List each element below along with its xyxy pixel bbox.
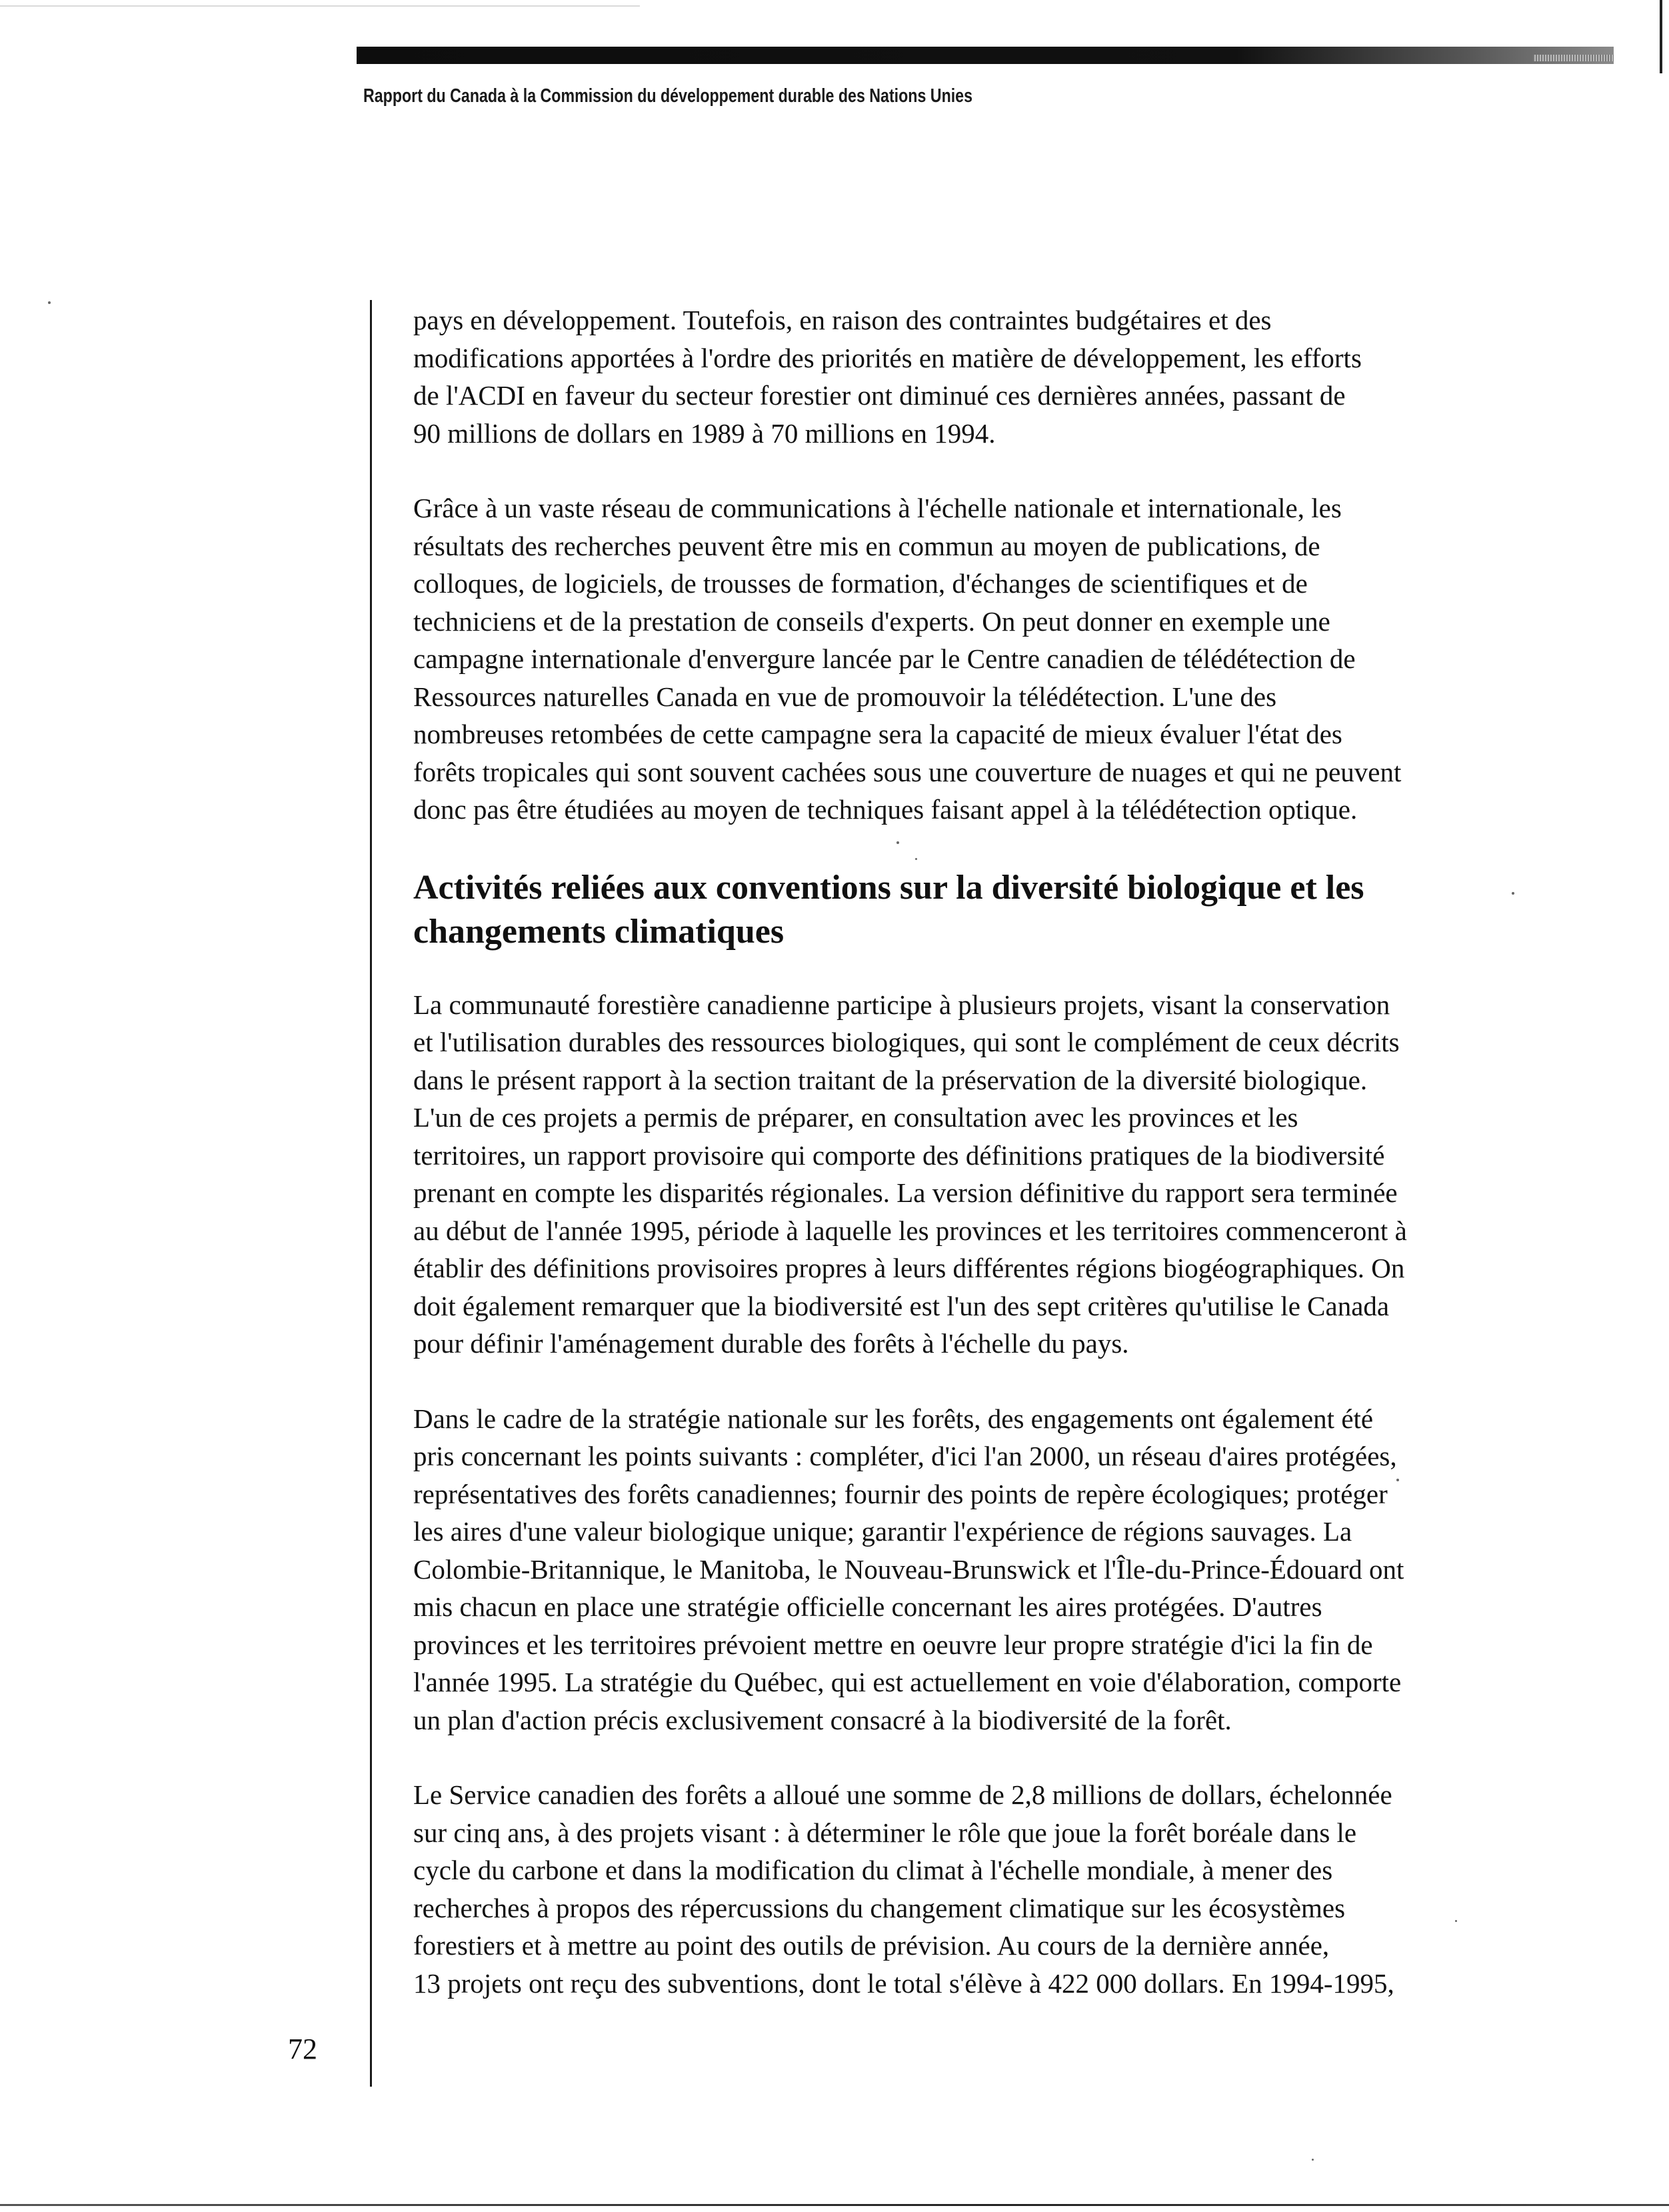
heading-line: Activités reliées aux conventions sur la diversité biologique et les <box>413 868 1364 907</box>
text-line: donc pas être étudiées au moyen de techniques faisant appel à la télédétection optique. <box>413 794 1358 825</box>
text-line: 90 millions de dollars en 1989 à 70 millions en 1994. <box>413 417 996 449</box>
scan-bottom-edge <box>0 2204 1669 2206</box>
text-line: pays en développement. Toutefois, en raison des contraintes budgétaires et des <box>413 305 1272 335</box>
scan-speck <box>1455 1920 1457 1922</box>
scan-speck <box>1512 892 1514 895</box>
text-line: sur cinq ans, à des projets visant : à déterminer le rôle que joue la forêt boréale dans le <box>413 1817 1357 1848</box>
text-line: mis chacun en place une stratégie officielle concernant les aires protégées. D'autres <box>413 1591 1322 1622</box>
body-paragraph <box>413 1400 1600 1739</box>
body-paragraph <box>413 1776 1600 2002</box>
scan-speck <box>1312 2159 1314 2161</box>
header-rule <box>357 47 1614 64</box>
margin-rule <box>370 300 372 2087</box>
scan-right-edge <box>1660 0 1662 73</box>
body-paragraphs-bottom <box>413 986 1600 2003</box>
page-body <box>413 301 1600 2039</box>
text-line: nombreuses retombées de cette campagne sera la capacité de mieux évaluer l'état des <box>413 719 1342 749</box>
scan-speck <box>1396 1479 1399 1481</box>
heading-line: changements climatiques <box>413 912 785 951</box>
header-rule-fade <box>1533 55 1614 61</box>
text-line: dans le présent rapport à la section traitant de la préservation de la diversité biologique. <box>413 1064 1368 1095</box>
body-paragraph <box>413 489 1600 829</box>
text-line: un plan d'action précis exclusivement consacré à la biodiversité de la forêt. <box>413 1704 1232 1735</box>
scan-speck <box>48 301 51 304</box>
scan-speck <box>915 858 917 860</box>
body-paragraphs-top <box>413 301 1600 829</box>
text-line: établir des définitions provisoires propres à leurs différentes régions biogéographiques. On <box>413 1253 1405 1283</box>
body-paragraph <box>413 301 1600 452</box>
text-line: pour définir l'aménagement durable des forêts à l'échelle du pays. <box>413 1328 1129 1359</box>
text-line: résultats des recherches peuvent être mis en commun au moyen de publications, de <box>413 530 1320 561</box>
text-line: Grâce à un vaste réseau de communications à l'échelle nationale et internationale, les <box>413 493 1342 523</box>
text-line: de l'ACDI en faveur du secteur forestier ont diminué ces dernières années, passant de <box>413 380 1346 411</box>
text-line: l'année 1995. La stratégie du Québec, qui est actuellement en voie d'élaboration, comporte <box>413 1667 1402 1697</box>
text-line: campagne internationale d'envergure lancée par le Centre canadien de télédétection de <box>413 643 1356 674</box>
running-head: Rapport du Canada à la Commission du développement durable des Nations Unies <box>363 85 972 107</box>
body-paragraph <box>413 986 1600 1363</box>
section-heading <box>413 866 1600 954</box>
text-line: les aires d'une valeur biologique unique; garantir l'expérience de régions sauvages. La <box>413 1516 1352 1547</box>
text-line: Colombie-Britannique, le Manitoba, le Nouveau-Brunswick et l'Île-du-Prince-Édouard ont <box>413 1553 1404 1585</box>
text-line: provinces et les territoires prévoient mettre en oeuvre leur propre stratégie d'ici la fin de <box>413 1629 1373 1660</box>
text-line: forêts tropicales qui sont souvent cachées sous une couverture de nuages et qui ne peuvent <box>413 756 1402 787</box>
scan-top-edge <box>0 5 640 7</box>
text-line: au début de l'année 1995, période à laquelle les provinces et les territoires commenceront à <box>413 1215 1407 1246</box>
text-line: doit également remarquer que la biodiversité est l'un des sept critères qu'utilise le Canada <box>413 1290 1390 1321</box>
text-line: et l'utilisation durables des ressources biologiques, qui sont le complément de ceux décrits <box>413 1027 1400 1057</box>
text-line: 13 projets ont reçu des subventions, dont le total s'élève à 422 000 dollars. En 1994-1995, <box>413 1967 1394 1999</box>
text-line: L'un de ces projets a permis de préparer, en consultation avec les provinces et les <box>413 1102 1298 1133</box>
text-line: territoires, un rapport provisoire qui comporte des définitions pratiques de la biodiversité <box>413 1139 1385 1171</box>
text-line: recherches à propos des répercussions du changement climatique sur les écosystèmes <box>413 1892 1346 1923</box>
text-line: Ressources naturelles Canada en vue de promouvoir la télédétection. L'une des <box>413 681 1277 712</box>
text-line: forestiers et à mettre au point des outils de prévision. Au cours de la dernière année, <box>413 1930 1330 1961</box>
text-line: techniciens et de la prestation de conseils d'experts. On peut donner en exemple une <box>413 605 1330 637</box>
text-line: Dans le cadre de la stratégie nationale sur les forêts, des engagements ont également été <box>413 1403 1374 1434</box>
text-line: pris concernant les points suivants : compléter, d'ici l'an 2000, un réseau d'aires protégées, <box>413 1441 1397 1471</box>
text-line: La communauté forestière canadienne participe à plusieurs projets, visant la conservation <box>413 989 1390 1020</box>
text-line: cycle du carbone et dans la modification du climat à l'échelle mondiale, à mener des <box>413 1855 1333 1885</box>
text-line: Le Service canadien des forêts a alloué une somme de 2,8 millions de dollars, échelonnée <box>413 1779 1392 1810</box>
text-line: colloques, de logiciels, de trousses de formation, d'échanges de scientifiques et de <box>413 568 1308 599</box>
page-number: 72 <box>288 2033 317 2065</box>
text-line: représentatives des forêts canadiennes; fournir des points de repère écologiques; protéger <box>413 1478 1388 1509</box>
text-line: prenant en compte les disparités régionales. La version définitive du rapport sera terminée <box>413 1177 1398 1208</box>
text-line: modifications apportées à l'ordre des priorités en matière de développement, les efforts <box>413 342 1362 373</box>
scan-speck <box>896 841 899 844</box>
